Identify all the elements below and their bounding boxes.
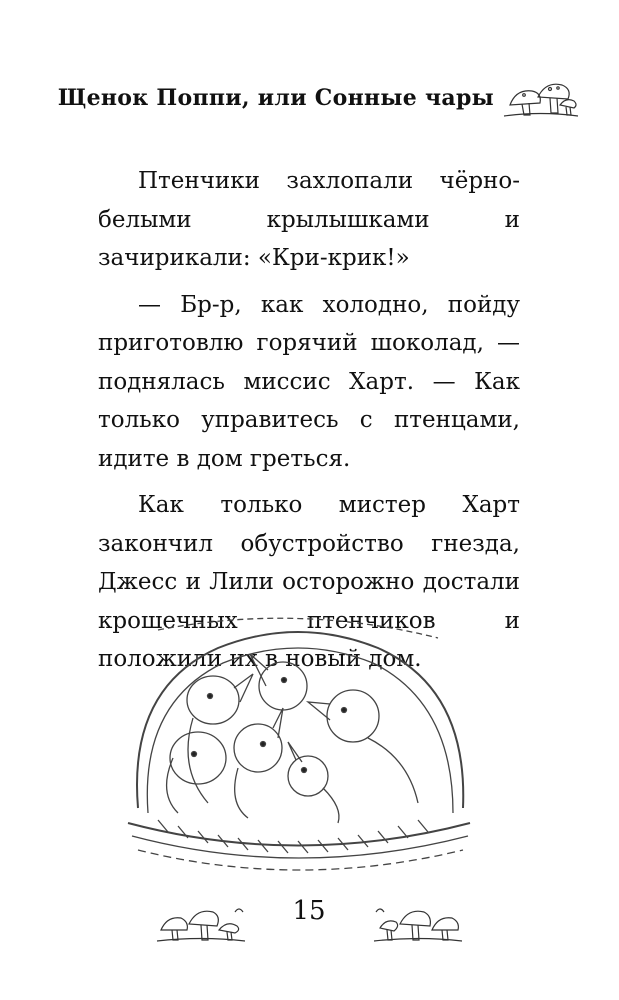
page-number: 15 bbox=[292, 896, 326, 926]
mushroom-cluster-icon bbox=[502, 75, 580, 119]
page-footer bbox=[0, 888, 619, 958]
mushroom-cluster-icon bbox=[372, 898, 464, 944]
page-header bbox=[57, 75, 580, 125]
paragraph-1: Птенчики захлопали чёрно-белыми крылышками и зачирикали: «Кри-крик!» bbox=[98, 168, 520, 271]
running-title: Щенок Поппи, или Сонные чары bbox=[57, 85, 494, 111]
paragraph-2: — Бр-р, как холодно, пойду приготовлю горячий шоколад, — поднялась миссис Харт. — Как только управитесь с птенцами, идите в дом греться. bbox=[98, 291, 520, 472]
mushroom-cluster-icon bbox=[155, 898, 247, 944]
paragraph-3: Как только мистер Харт закончил обустройство гнезда, Джесс и Лили осторожно достали крошечных птенчиков и положили их в новый дом. bbox=[98, 492, 520, 672]
birds-in-nest-icon bbox=[118, 608, 480, 880]
